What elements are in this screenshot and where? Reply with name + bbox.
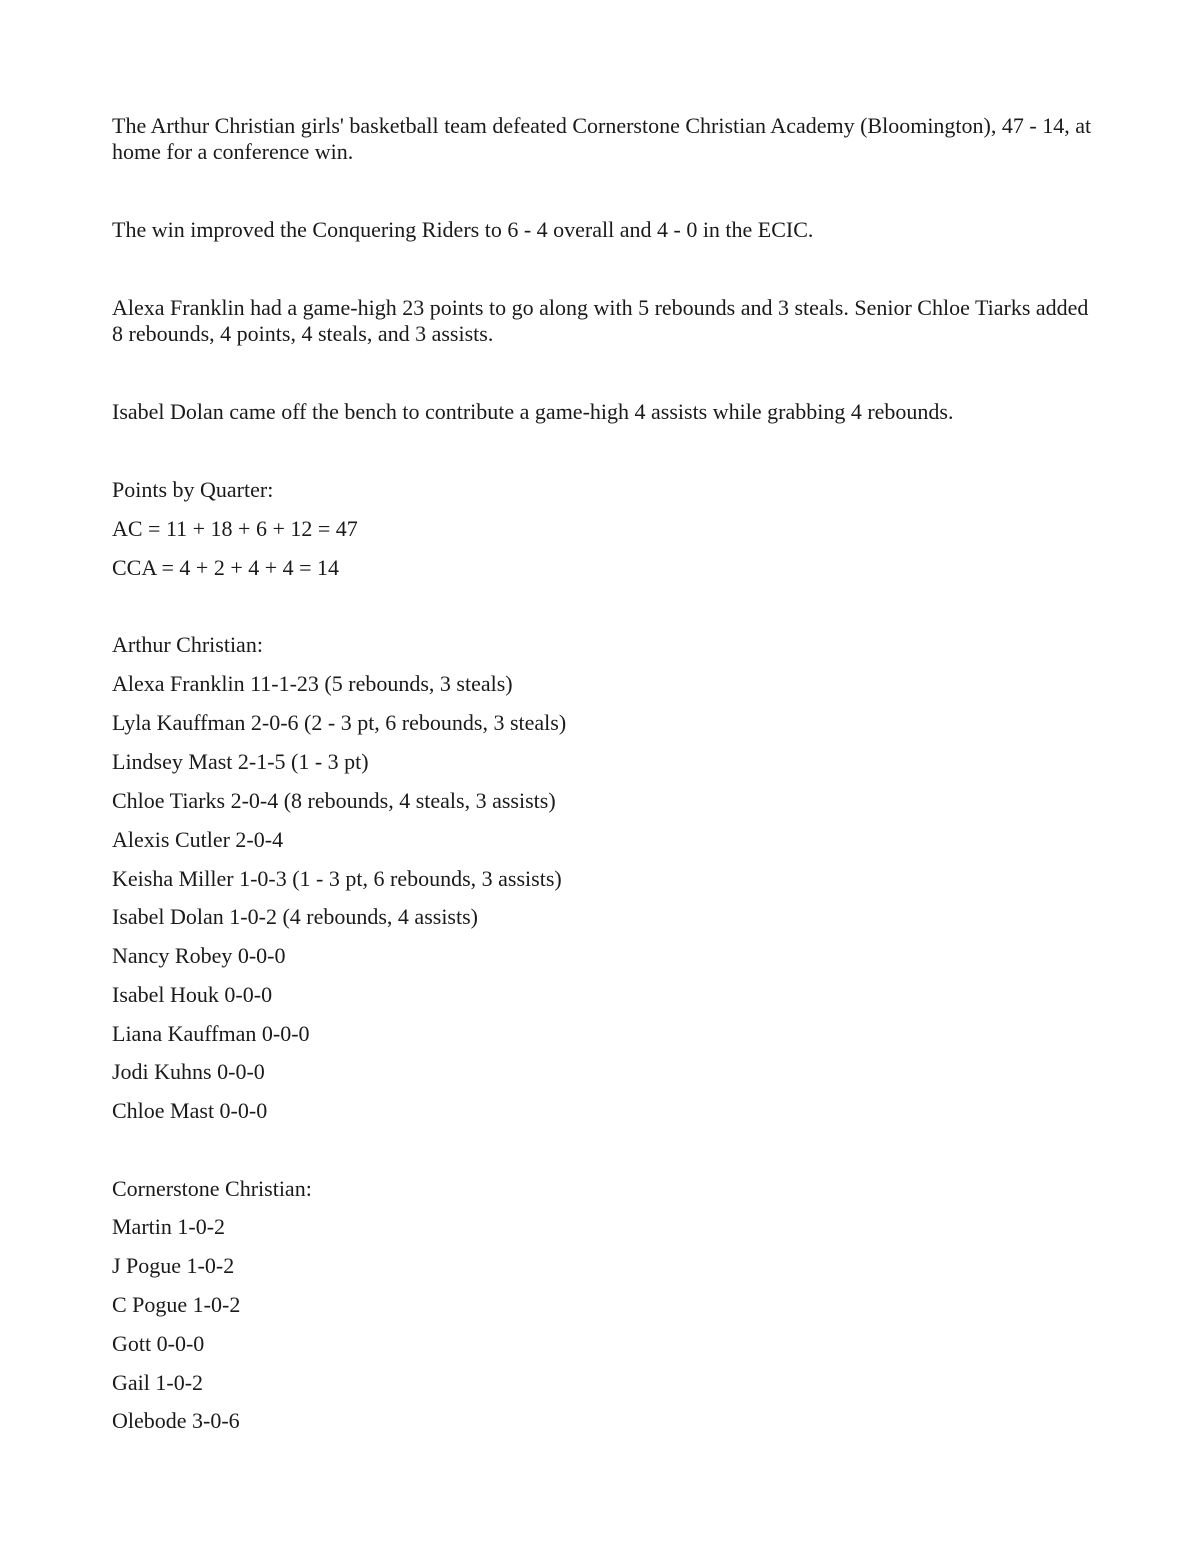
quarters-cca-line: CCA = 4 + 2 + 4 + 4 = 14 bbox=[112, 555, 340, 580]
cornerstone-player-line: Olebode 3-0-6 bbox=[112, 1408, 240, 1433]
cornerstone-player-line: J Pogue 1-0-2 bbox=[112, 1253, 235, 1278]
quarters-ac-line: AC = 11 + 18 + 6 + 12 = 47 bbox=[112, 516, 358, 541]
arthur-player-line: Chloe Tiarks 2-0-4 (8 rebounds, 4 steals, 3 assists) bbox=[112, 788, 556, 813]
arthur-player-line: Chloe Mast 0-0-0 bbox=[112, 1098, 268, 1123]
arthur-player-line: Alexis Cutler 2-0-4 bbox=[112, 827, 284, 852]
arthur-player-line: Lyla Kauffman 2-0-6 (2 - 3 pt, 6 rebounds, 3 steals) bbox=[112, 710, 567, 735]
cornerstone-player-line: Gott 0-0-0 bbox=[112, 1331, 205, 1356]
arthur-player-line: Jodi Kuhns 0-0-0 bbox=[112, 1059, 265, 1084]
cornerstone-player-line: C Pogue 1-0-2 bbox=[112, 1292, 241, 1317]
cornerstone-heading: Cornerstone Christian: bbox=[112, 1176, 312, 1201]
arthur-player-line: Keisha Miller 1-0-3 (1 - 3 pt, 6 rebounds, 3 assists) bbox=[112, 866, 562, 891]
quarters-heading: Points by Quarter: bbox=[112, 477, 274, 502]
paragraph-dolan: Isabel Dolan came off the bench to contribute a game-high 4 assists while grabbing 4 rebounds. bbox=[112, 399, 954, 424]
cornerstone-player-line: Gail 1-0-2 bbox=[112, 1370, 204, 1395]
arthur-player-line: Isabel Houk 0-0-0 bbox=[112, 982, 273, 1007]
paragraph-franklin-tiarks: Alexa Franklin had a game-high 23 points to go along with 5 rebounds and 3 steals. Senior Chloe Tiarks added 8 rebounds, 4 points, 4 steals, and 3 assists. bbox=[112, 295, 1089, 346]
paragraph-game-summary: The Arthur Christian girls' basketball team defeated Cornerstone Christian Academy (Bloomington), 47 - 14, at home for a conference win. bbox=[112, 113, 1092, 164]
paragraph-record: The win improved the Conquering Riders to 6 - 4 overall and 4 - 0 in the ECIC. bbox=[112, 217, 814, 242]
arthur-heading: Arthur Christian: bbox=[112, 632, 263, 657]
arthur-player-line: Alexa Franklin 11-1-23 (5 rebounds, 3 steals) bbox=[112, 671, 513, 696]
arthur-player-line: Nancy Robey 0-0-0 bbox=[112, 943, 286, 968]
arthur-player-line: Liana Kauffman 0-0-0 bbox=[112, 1021, 310, 1046]
arthur-player-line: Isabel Dolan 1-0-2 (4 rebounds, 4 assists) bbox=[112, 904, 478, 929]
cornerstone-player-line: Martin 1-0-2 bbox=[112, 1214, 226, 1239]
arthur-player-line: Lindsey Mast 2-1-5 (1 - 3 pt) bbox=[112, 749, 369, 774]
